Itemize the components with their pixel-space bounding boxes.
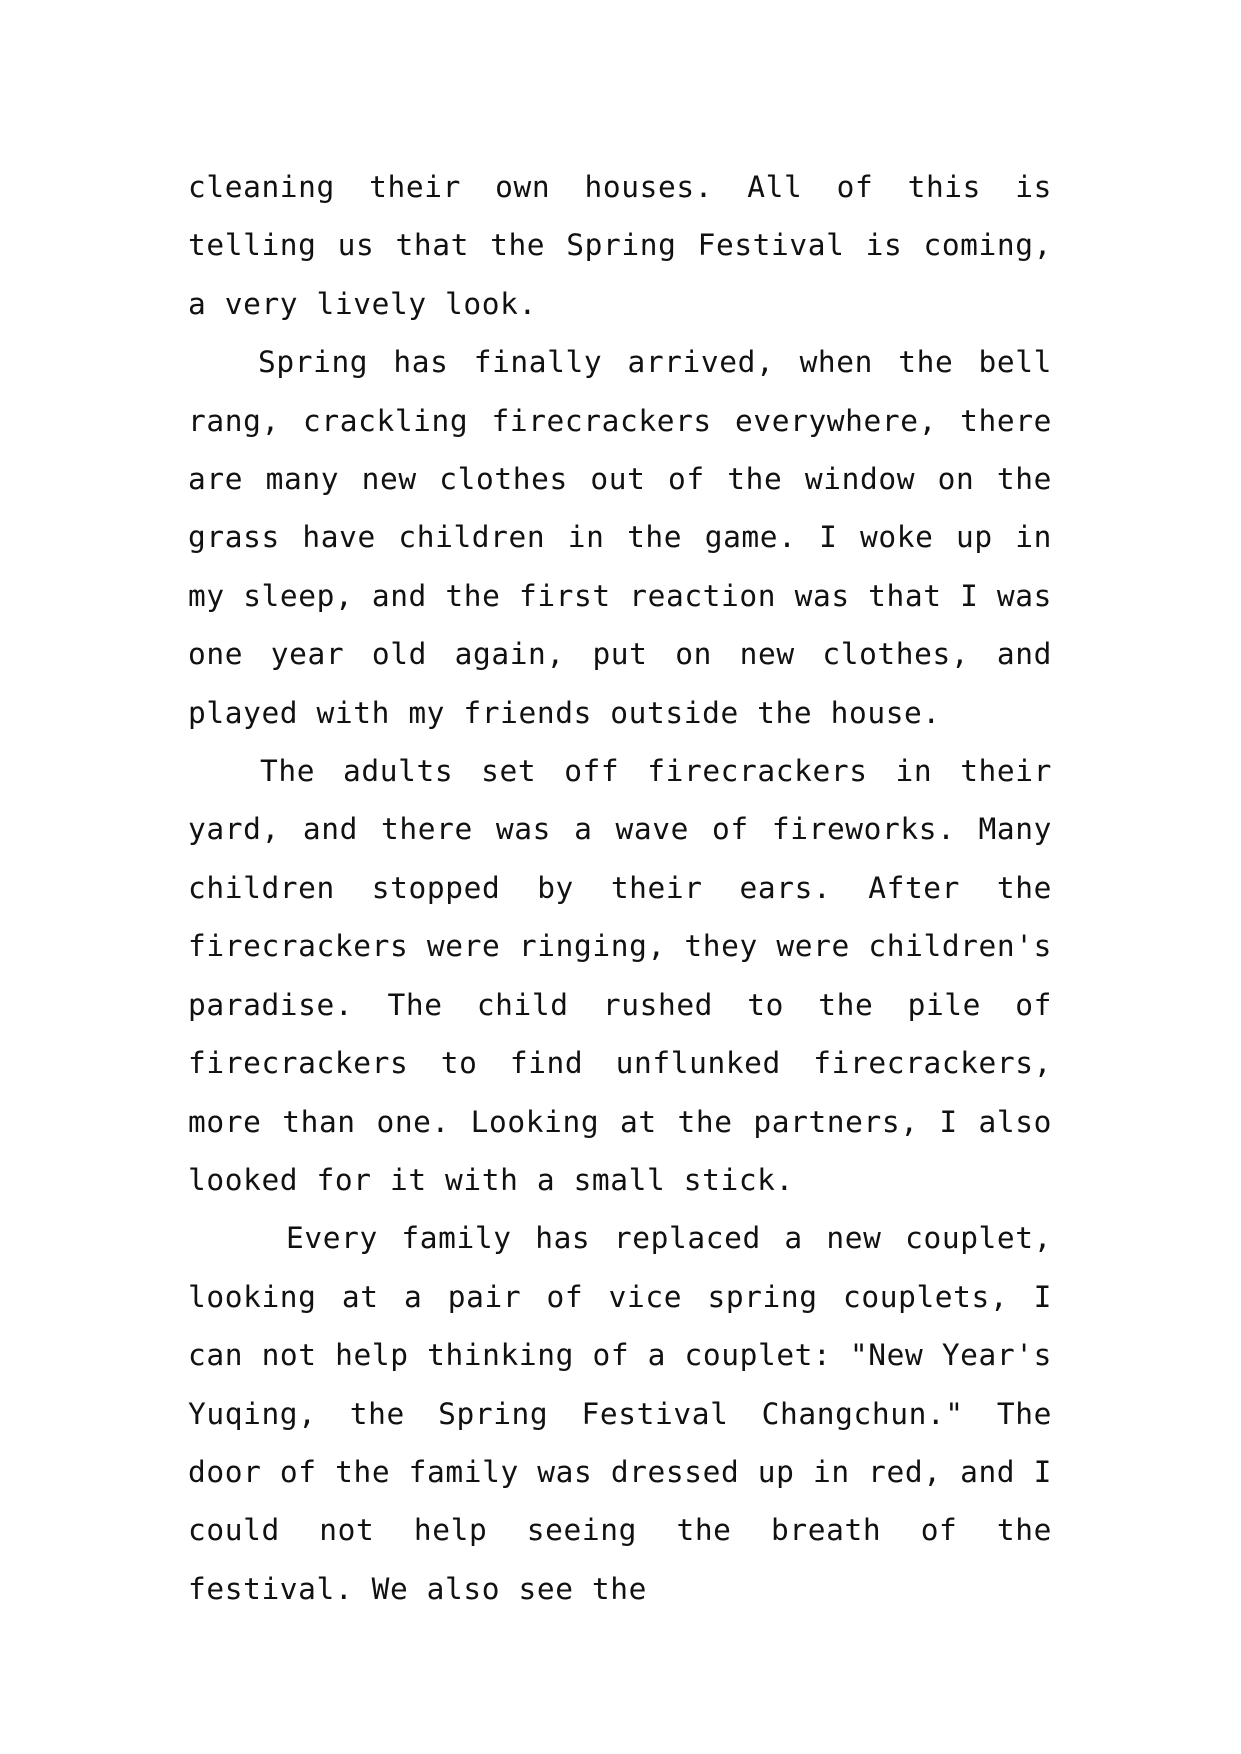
paragraph-1: cleaning their own houses. All of this is telling us that the Spring Festival is coming, a very lively look. bbox=[188, 170, 1052, 321]
paragraph-2: Spring has finally arrived, when the bell rang, crackling firecrackers everywhere, there are many new clothes out of the window on the grass have children in the game. I woke up in my sleep, and the first reaction was that I was one year old again, put on new clothes, and played with my friends outside the house. bbox=[188, 345, 1052, 730]
paragraph-4: Every family has replaced a new couplet, looking at a pair of vice spring couplets, I can not help thinking of a couplet: "New Year's Yuqing, the Spring Festival Changchun." The door of the family was dressed up in red, and I could not help seeing the breath of the festival. We also see the bbox=[188, 1221, 1052, 1606]
document-body bbox=[188, 158, 1052, 1618]
paragraph-3: The adults set off firecrackers in their yard, and there was a wave of fireworks. Many children stopped by their ears. After the firecrackers were ringing, they were children's paradise. The child rushed to the pile of firecrackers to find unflunked firecrackers, more than one. Looking at the partners, I also looked for it with a small stick. bbox=[188, 754, 1052, 1197]
